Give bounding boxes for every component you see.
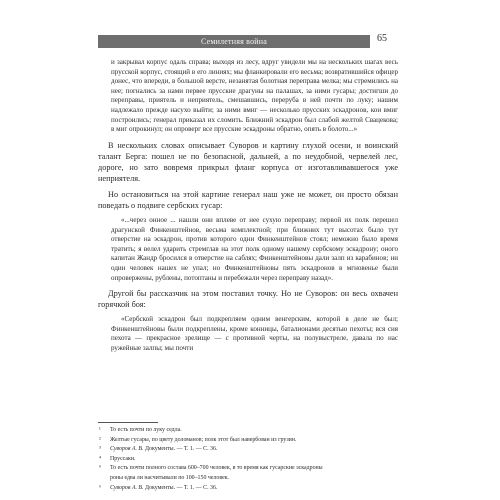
footnote-number: ¹ (99, 427, 101, 433)
footnote-number (98, 474, 110, 482)
text-line: переправы, приятель и неприятель, смешавшись, переруба в ней почти по (111, 96, 358, 105)
footnote (98, 445, 398, 453)
text-line: в деле не был; Финкенштейновы были подкреплены, кроме конницы, ба (111, 315, 398, 333)
footnote-text (110, 436, 398, 444)
footnote-text (110, 474, 398, 482)
text-line: луку; нашим надлежало прежде насухо выйти; за ними вмиг — несколько (111, 96, 398, 114)
footnote (98, 455, 398, 463)
text-line: полк перешел драгунской Финкенштейнов, весьма комплектной; при ближ (111, 216, 398, 234)
text-line: охвачен горячкой боя: (98, 289, 398, 310)
footnote-text (110, 445, 398, 453)
footnote-number: ² (99, 436, 101, 443)
footnote-text (110, 484, 398, 492)
running-header: Семилетняя война (98, 35, 370, 48)
text-line: вали его весьма; возвратившийся офицер донес, что впереди, в большой вер (111, 67, 399, 86)
footnote (98, 484, 398, 492)
text-line: были опровержены, рублены, потоптаны и перебежали через переправу на (111, 264, 398, 282)
footnote-text (110, 455, 398, 463)
footnote-body: роны едва ли насчитывали по 100–150 человек. (110, 474, 230, 481)
footnote (98, 474, 398, 482)
text-line: сте, незанятая болотная переправа мелка; мы стремились на нее; погнались (111, 77, 398, 95)
text-line: велей лес, дороге, но зато вовремя прикрыл фланг корпуса от изготавливав (98, 151, 398, 172)
text-line: все прусские эскадроны обратно, опять в болото...» (202, 125, 358, 134)
footnote-author: Суворов А. В. (110, 484, 144, 491)
quote-block (111, 58, 398, 135)
footnote-text (110, 464, 398, 472)
footnote-body: Желтые гусары, по цвету доломанов; полк этот был навербован из грузин. (110, 436, 297, 443)
footnote-author: Суворов А. В. (110, 446, 144, 453)
text-line: талионами десятью пехоты; вся сия пехота — прекрасное зрелище — с про (111, 324, 399, 343)
text-line: скольких шагах весь прусской корпус, стоящий в его линиях; мы фланкиро (111, 58, 398, 76)
text-line: тивной черты, на полувыстреле, давала по нас ружейные залпы; мы почти (111, 334, 398, 353)
text-line: прусских эскадронов, кои вмиг построились; генерал приказал их сломить. (111, 105, 398, 124)
footnote-body: Документы. — Т. 1. — С. 36. (143, 484, 218, 491)
text-line: них тут высотах было тут отверстие на эскадрон, против которого одни Фин (111, 225, 398, 244)
footnote-rule (98, 422, 158, 423)
footnote-body: Документы. — Т. 1. — С. 36. (143, 446, 218, 453)
text-line: на этот полк одному нашему сербскому эскадрону; оного капитан Жандр бросил (111, 244, 399, 263)
main-text (98, 58, 398, 359)
footnote-text (110, 426, 398, 434)
text-line: человек нашех не упал; но Финкенштейновы пять эскадронов в мгновенье (129, 264, 383, 272)
text-line: кенштейнов стоял; неможно было время тратить; я велел ударить стремглав (111, 235, 398, 253)
paragraph (98, 189, 398, 211)
text-line: «Сербской эскадрон был подкрепляем одним венгерским, которой (121, 315, 346, 324)
page-number: 65 (377, 33, 387, 44)
footnote-number: ⁵ (99, 465, 102, 472)
footnote-number: ⁴ (99, 455, 102, 462)
footnote-number: ⁶ (99, 484, 102, 491)
quote-block (111, 216, 398, 283)
text-line: за нами первее прусские драгуны на палашах, за ними гусары; достигши до (159, 86, 398, 95)
text-line: «...через онное ... нашли они вплеве от нее сухую переправу; первой их (121, 216, 355, 225)
text-line: Другой бы рассказчик на этом поставил точку. Но не Суворов: он весь (108, 289, 371, 299)
footnote-number: ³ (99, 446, 101, 453)
footnote-body: Пруссаки. (110, 455, 136, 462)
text-line: В нескольких словах описывает Суворов и картину глухой осени, и воин (108, 140, 382, 150)
quote-block (111, 315, 398, 353)
text-line: ся в отверстие на саблях; Финкенштейновы дали залп из карабинов; ни один (111, 254, 398, 272)
text-line: Но остановиться на этой картине генерал наш уже не может, он просто (108, 189, 375, 199)
paragraph (98, 288, 398, 310)
text-line: Ближний эскадрон был слабой желтой Свацекова; в миг опрокинул; он опроверг (111, 115, 398, 134)
footnote-body: То есть почти полного состава 600–700 человек, в то время как гусарские эскадроны (110, 465, 323, 472)
text-line: шегося уже неприятеля. (98, 162, 398, 183)
footnotes (98, 426, 398, 493)
text-line: зад». (318, 273, 334, 282)
text-line: обязан поведать о подвиге сербских гусар: (98, 189, 398, 210)
paragraph (98, 140, 398, 184)
footnote (98, 464, 398, 472)
text-line: ский талант Берга: пошел не по безопасной, дальней, а по неудобной, чер (98, 140, 398, 161)
footnote-body: То есть почти по луку седла. (110, 427, 182, 433)
text-line: и закрывал корпус одаль справа; выходя из лесу, вдруг увидели мы на не (111, 58, 336, 66)
footnote (98, 436, 398, 444)
footnote (98, 426, 398, 434)
